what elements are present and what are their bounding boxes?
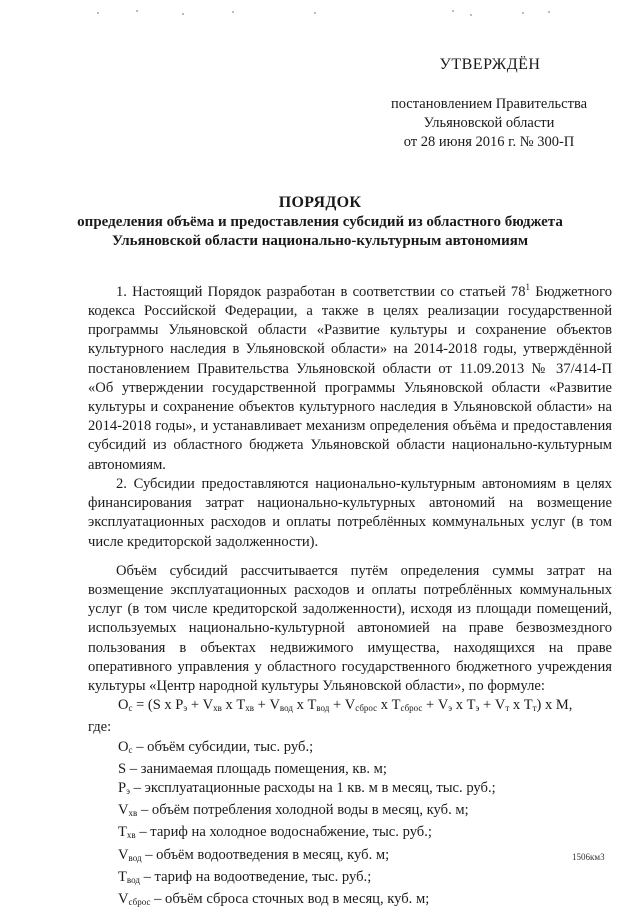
definition-item: [88, 801, 612, 823]
definition-text: – тариф на холодное водоснабжение, тыс. руб.;: [135, 824, 432, 841]
definition-text: – эксплуатационные расходы на 1 кв. м в месяц, тыс. руб.;: [130, 779, 496, 796]
decree-line-3: от 28 июня 2016 г. № 300-П: [403, 134, 575, 150]
definitions-list: [88, 738, 612, 912]
paragraph-1-rest: Бюджетного кодекса Российской Федерации, а также в целях реализации государственной программы Ульяновской области «Развитие культуры и сохранение объектов культурного наследия в Ульяновской области» на 2014-2018 годы, утверждённой постановлением Правительства Ульяновской области от 11.09.2013 № 37/414-П «Об утверждении государственной программы Ульяновской области «Развитие культуры и сохранение объектов культурного наследия в Ульяновской области» на 2014-2018 годы», и устанавливает механизм определения объёма и предоставления субсидий из областного бюджета Ульяновской области национально-культурным автономиям.: [88, 283, 612, 473]
document-title: ПОРЯДОК: [278, 194, 362, 211]
decree-line-2: Ульяновской области: [423, 115, 555, 131]
definition-item: [88, 890, 612, 912]
definition-symbol: Т: [118, 824, 127, 841]
definition-subscript: э: [126, 785, 130, 796]
paragraph-3: Объём субсидий рассчитывается путём определения суммы затрат на возмещение эксплуатационных расходов и оплаты потреблённых коммунальных услуг (в том числе кредиторской задолженности), исходя из площади помещений, используемых национально-культурной автономией на праве безвозмездного пользования в объектах недвижимого имущества, находящихся на праве оперативного управления у областного государственного бюджетного учреждения культуры «Центр народной культуры Ульяновской области», по формуле:: [88, 562, 612, 694]
definition-text: – объём сброса сточных вод в месяц, куб. м;: [150, 890, 430, 907]
definition-symbol: S: [118, 760, 127, 777]
definition-subscript: хв: [128, 808, 138, 819]
article-superscript: 1: [525, 282, 531, 292]
document-subtitle: определения объёма и предоставления субсидий из областного бюджета Ульяновской области национально-культурным автономиям: [77, 214, 563, 249]
definition-subscript: с: [128, 744, 133, 755]
paragraph-1: [88, 278, 612, 475]
definition-subscript: вод: [128, 852, 142, 863]
definition-item: [88, 868, 612, 890]
definition-item: [88, 823, 612, 845]
definition-symbol: Т: [118, 868, 127, 885]
definition-symbol: V: [118, 802, 129, 819]
definition-text: – объём водоотведения в месяц, куб. м;: [141, 846, 390, 863]
definition-item: [88, 738, 612, 760]
footer-code: 1506км3: [572, 852, 605, 862]
paragraph-1-start: 1. Настоящий Порядок разработан в соответствии со статьей 78: [116, 283, 526, 300]
paragraph-2: 2. Субсидии предоставляются национально-культурным автономиям в целях финансирования затрат национально-культурных автономий на возмещение эксплуатационных расходов и оплаты потреблённых коммунальных услуг (в том числе кредиторской задолженности).: [88, 475, 612, 550]
definition-subscript: сброс: [128, 896, 151, 907]
definition-symbol: Р: [118, 779, 127, 796]
decree-line-1: постановлением Правительства: [390, 96, 588, 112]
definition-symbol: О: [118, 738, 129, 755]
definition-text: – объём потребления холодной воды в месяц, куб. м;: [137, 802, 469, 819]
definition-subscript: вод: [126, 874, 140, 885]
definition-symbol: V: [118, 846, 129, 863]
definition-subscript: хв: [126, 830, 136, 841]
approval-heading: УТВЕРЖДЁН: [439, 56, 541, 73]
definition-text: – тариф на водоотведение, тыс. руб.;: [139, 868, 372, 885]
definition-symbol: V: [118, 890, 129, 907]
document-body: [88, 278, 612, 912]
definition-text: – занимаемая площадь помещения, кв. м;: [126, 760, 387, 777]
approval-decree: [370, 95, 608, 152]
where-label: где:: [88, 719, 112, 736]
definition-item: [88, 779, 612, 801]
definition-item: [88, 846, 612, 868]
definition-text: – объём субсидии, тыс. руб.;: [132, 738, 314, 755]
definition-item: [88, 760, 612, 779]
subsidy-formula: $О_с = (S$ х $Р_э + V_{хв}$ х $Т_{хв} + V_{вод}$ х $Т_{вод} + V_{сброс}$ х $Т_{сброс} + V_э$ х $Т_э + V_т$ х $Т_т$) х М,: [118, 697, 573, 714]
